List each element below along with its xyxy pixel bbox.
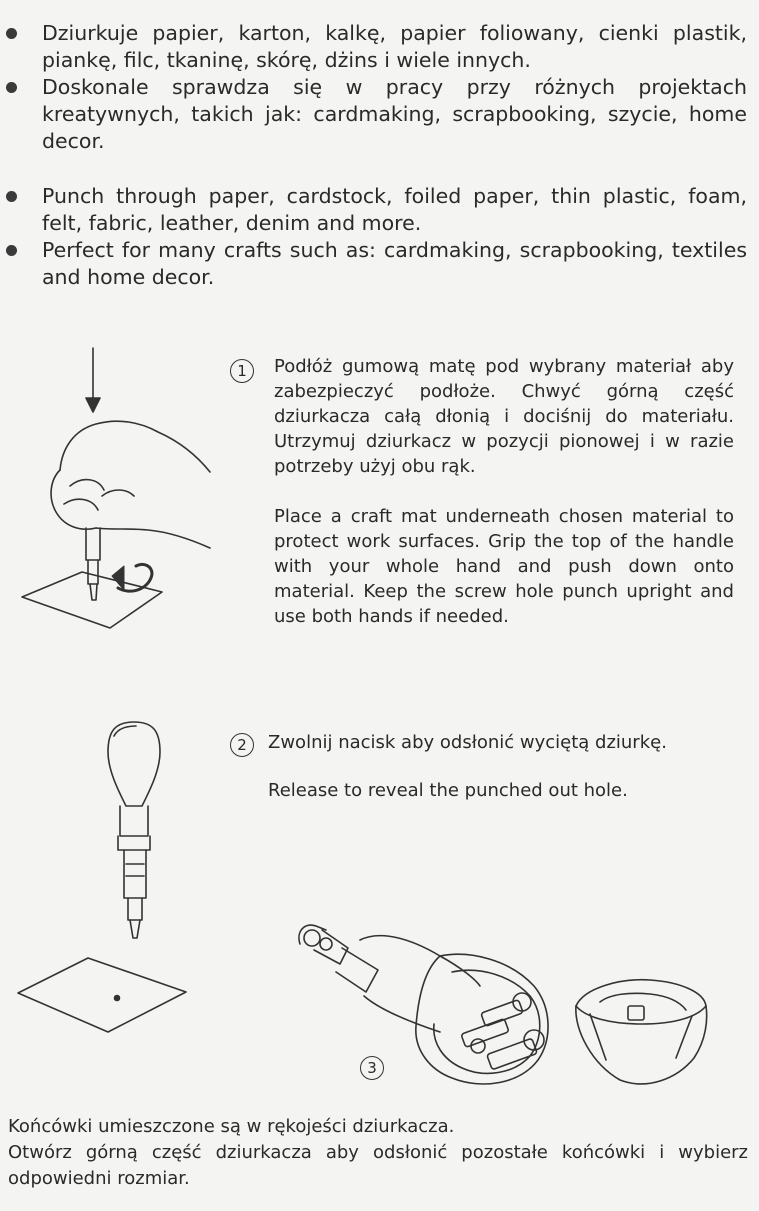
step-1-number: 1 [230,359,254,383]
bullet-pl-materials: Dziurkuje papier, karton, kalkę, papier foliowany, cienki plastik, piankę, filc, tkaninę, skórę, dżins i wiele innych. [0,20,759,74]
step-2 [268,730,738,803]
handle-cap-icon [576,980,707,1084]
open-handle-icon [299,925,548,1084]
screw-hole-punch-icon [108,722,160,938]
step-2-text-pl: Zwolnij nacisk aby odsłonić wyciętą dziurkę. [268,732,667,753]
rotate-arrow-icon [112,564,152,591]
step-2-number: 2 [230,733,254,757]
footer-note [8,1114,748,1192]
footer-line-2: Otwórz górną część dziurkacza aby odsłonić pozostałe końcówki i wybierz odpowiedni rozmiar. [8,1142,748,1189]
punched-hole-icon [115,996,120,1001]
punch-tip-icon [86,528,100,600]
down-arrow-icon [86,348,100,412]
hand-icon [51,421,210,548]
step-1 [274,354,734,629]
step-1-text-en: Place a craft mat underneath chosen material to protect work surfaces. Grip the top of the handle with your whole hand and push down onto material. Keep the screw hole punch upright and use both hands if needed. [274,506,734,627]
punched-material-icon [18,958,186,1032]
bullet-en-crafts: Perfect for many crafts such as: cardmaking, scrapbooking, textiles and home decor. [0,237,759,291]
step-1-text-pl: Podłóż gumową matę pod wybrany materiał aby zabezpieczyć podłoże. Chwyć górną część dziurkacza całą dłonią i dociśnij do materiału. Utrzymuj dziurkacz w pozycji pionowej i w razie potrzeby użyj obu rąk. [274,356,734,477]
punch-tips-icon [461,993,544,1070]
bullet-pl-crafts: Doskonale sprawdza się w pracy przy różnych projektach kreatywnych, takich jak: cardmaking, scrapbooking, szycie, home decor. [0,74,759,155]
step-2-text-en: Release to reveal the punched out hole. [268,780,628,801]
bullet-en-materials: Punch through paper, cardstock, foiled paper, thin plastic, foam, felt, fabric, leather, denim and more. [0,183,759,237]
step-3-number: 3 [360,1056,384,1080]
footer-line-1: Końcówki umieszczone są w rękojeści dziurkacza. [8,1116,455,1137]
